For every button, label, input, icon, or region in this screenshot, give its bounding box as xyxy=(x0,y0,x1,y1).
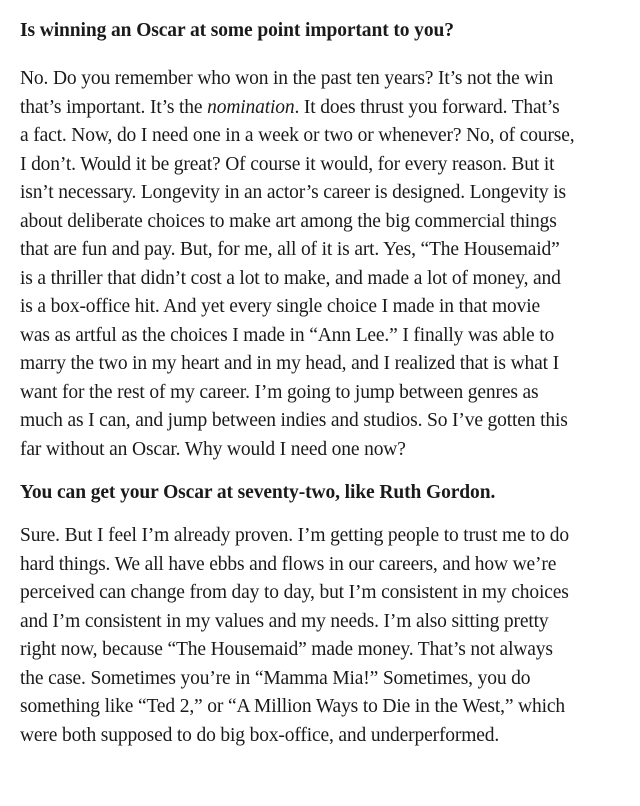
answer-line: was as artful as the choices I made in “Ann Lee.” I finally was able to xyxy=(20,324,555,346)
answer-text: that’s important. It’s the xyxy=(20,96,208,118)
answer-line xyxy=(20,94,624,123)
answer-line: I don’t. Would it be great? Of course it would, for every reason. But it xyxy=(20,153,555,175)
answer-line: far without an Oscar. Why would I need one now? xyxy=(20,438,406,460)
interview-answer-2 xyxy=(20,522,624,750)
answer-line: isn’t necessary. Longevity in an actor’s career is designed. Longevity is xyxy=(20,182,566,203)
answer-line: much as I can, and jump between indies and studios. So I’ve gotten this xyxy=(20,410,568,431)
answer-line: Sure. But I feel I’m already proven. I’m getting people to trust me to do xyxy=(20,525,569,546)
answer-line: perceived can change from day to day, but I’m consistent in my choices xyxy=(20,582,569,603)
answer-line: is a thriller that didn’t cost a lot to make, and made a lot of money, and xyxy=(20,267,561,289)
answer-line: about deliberate choices to make art among the big commercial things xyxy=(20,210,557,232)
answer-line: want for the rest of my career. I’m going to jump between genres as xyxy=(20,381,539,403)
answer-line: hard things. We all have ebbs and flows in our careers, and how we’re xyxy=(20,553,557,575)
article-excerpt xyxy=(20,18,624,750)
answer-line: marry the two in my heart and in my head, and I realized that is what I xyxy=(20,353,559,374)
answer-text: . It does thrust you forward. That’s xyxy=(294,96,560,118)
interview-question-2: You can get your Oscar at seventy-two, like Ruth Gordon. xyxy=(20,482,496,503)
answer-line: something like “Ted 2,” or “A Million Ways to Die in the West,” which xyxy=(20,696,565,717)
answer-line: and I’m consistent in my values and my needs. I’m also sitting pretty xyxy=(20,610,549,632)
answer-line: right now, because “The Housemaid” made money. That’s not always xyxy=(20,639,553,660)
answer-line: a fact. Now, do I need one in a week or two or whenever? No, of course, xyxy=(20,125,575,146)
interview-answer-1 xyxy=(20,65,624,464)
answer-line: the case. Sometimes you’re in “Mamma Mia!” Sometimes, you do xyxy=(20,667,531,689)
answer-line: were both supposed to do big box-office, and underperformed. xyxy=(20,724,500,746)
answer-line: No. Do you remember who won in the past ten years? It’s not the win xyxy=(20,68,554,89)
answer-line: that are fun and pay. But, for me, all of it is art. Yes, “The Housemaid” xyxy=(20,239,560,260)
interview-question-1: Is winning an Oscar at some point important to you? xyxy=(20,20,454,41)
emphasized-word: nomination xyxy=(207,96,295,118)
answer-line: is a box-office hit. And yet every single choice I made in that movie xyxy=(20,296,540,317)
